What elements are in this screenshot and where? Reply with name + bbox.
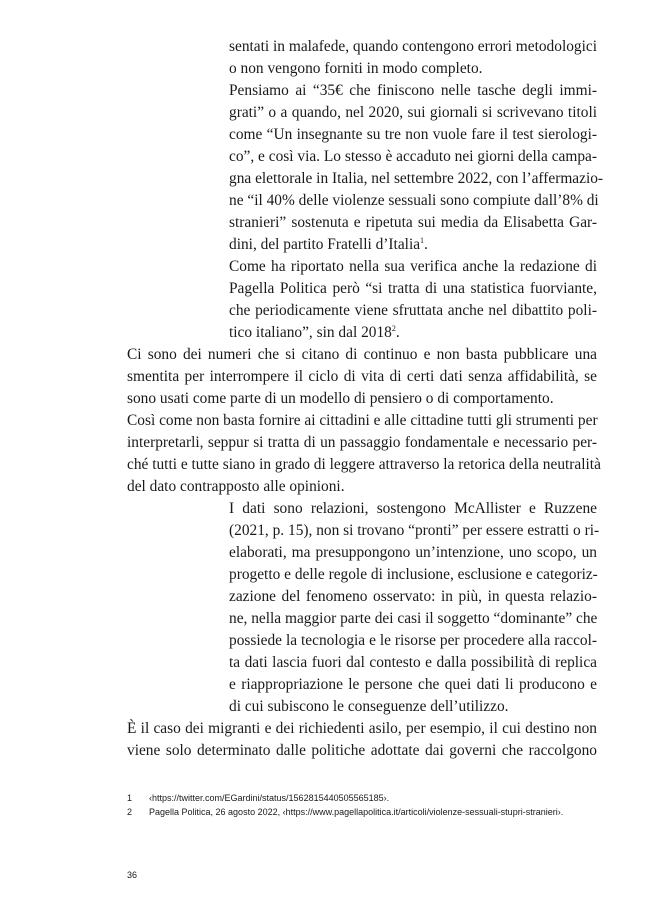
- quote-line-text: dini, del partito Fratelli d’Italia: [229, 236, 421, 253]
- body-line: È il caso dei migranti e dei richiedenti asilo, per esempio, il cui destino non: [127, 720, 597, 737]
- quote-line: Come ha riportato nella sua verifica anche la redazione di: [229, 258, 597, 275]
- quote-line: sentati in malafede, quando contengono errori metodologici: [229, 38, 597, 55]
- quote-line-end: .: [424, 236, 428, 253]
- quote-line-end: .: [395, 324, 400, 341]
- quote-line: o non vengono forniti in modo completo.: [229, 60, 483, 77]
- quote-line: (2021, p. 15), non si trovano “pronti” per essere estratti o ri-: [229, 522, 600, 539]
- body-line: ché tutti e tutte siano in grado di leggere attraverso la retorica della neutralità: [127, 456, 601, 473]
- footnote-ref-1[interactable]: 1: [420, 236, 425, 245]
- body-line: interpretarli, seppur si tratta di un passaggio fondamentale e necessario per-: [127, 434, 597, 451]
- quote-line: elaborati, ma presuppongono un’intenzione, uno scopo, un: [229, 544, 597, 561]
- body-line: Ci sono dei numeri che si citano di continuo e non basta pubblicare una: [127, 346, 597, 363]
- quote-line: che periodicamente viene sfruttata anche nel dibattito poli-: [229, 302, 597, 319]
- quote-line: progetto e delle regole di inclusione, esclusione e categoriz-: [229, 566, 598, 583]
- footnote-number: 2: [127, 807, 133, 817]
- footnote-ref-2[interactable]: 2: [391, 324, 396, 333]
- body-line: sono usati come parte di un modello di pensiero o di comportamento.: [127, 390, 554, 407]
- quote-line: gna elettorale in Italia, nel settembre 2022, con l’affermazio-: [229, 170, 604, 187]
- quote-line: Pagella Politica però “si tratta di una statistica fuorviante,: [229, 280, 597, 297]
- quote-line: [229, 234, 597, 256]
- quote-line: di cui subiscono le conseguenze dell’utilizzo.: [229, 698, 509, 715]
- page-number: 36: [127, 870, 138, 880]
- body-line: smentita per interrompere il ciclo di vita di certi dati senza affidabilità, se: [127, 368, 597, 385]
- quote-line: co”, e così via. Lo stesso è accaduto nei giorni della campa-: [229, 148, 597, 165]
- body-line: viene solo determinato dalle politiche adottate dai governi che raccolgono: [127, 742, 597, 759]
- quote-line: e riappropriazione le persone che quei dati li producono e: [229, 676, 597, 693]
- quote-line: grati” o a quando, nel 2020, sui giornali si scrivevano titoli: [229, 104, 597, 121]
- quote-line: stranieri” sostenuta e ripetuta sui media da Elisabetta Gar-: [229, 214, 597, 231]
- footnote-number: 1: [127, 793, 133, 803]
- quote-line: ne “il 40% delle violenze sessuali sono compiute dall’8% di: [229, 192, 599, 209]
- quote-line: possiede la tecnologia e le risorse per procedere alla raccol-: [229, 632, 597, 649]
- quote-line: [229, 322, 597, 344]
- body-line: del dato contrapposto alle opinioni.: [127, 478, 345, 495]
- footnote-text[interactable]: Pagella Politica, 26 agosto 2022, ‹https://www.pagellapolitica.it/articoli/violenze-sessuali-stupri-stranieri›.: [149, 807, 564, 817]
- quote-line-text: tico italiano”, sin dal 2018: [229, 324, 392, 341]
- quote-line: I dati sono relazioni, sostengono McAllister e Ruzzene: [229, 500, 597, 517]
- quote-line: Pensiamo ai “35€ che finiscono nelle tasche degli immi-: [229, 82, 597, 99]
- body-line: Così come non basta fornire ai cittadini e alle cittadine tutti gli strumenti per: [127, 412, 598, 429]
- quote-line: ne, nella maggior parte dei casi il soggetto “dominante” che: [229, 610, 598, 627]
- quote-line: ta dati lascia fuori dal contesto e dalla possibilità di replica: [229, 654, 597, 671]
- quote-line: come “Un insegnante su tre non vuole fare il test sierologi-: [229, 126, 597, 143]
- quote-line: zazione del fenomeno osservato: in più, in questa relazio-: [229, 588, 597, 605]
- footnote-text[interactable]: ‹https://twitter.com/EGardini/status/1562815440505565185›.: [149, 793, 390, 803]
